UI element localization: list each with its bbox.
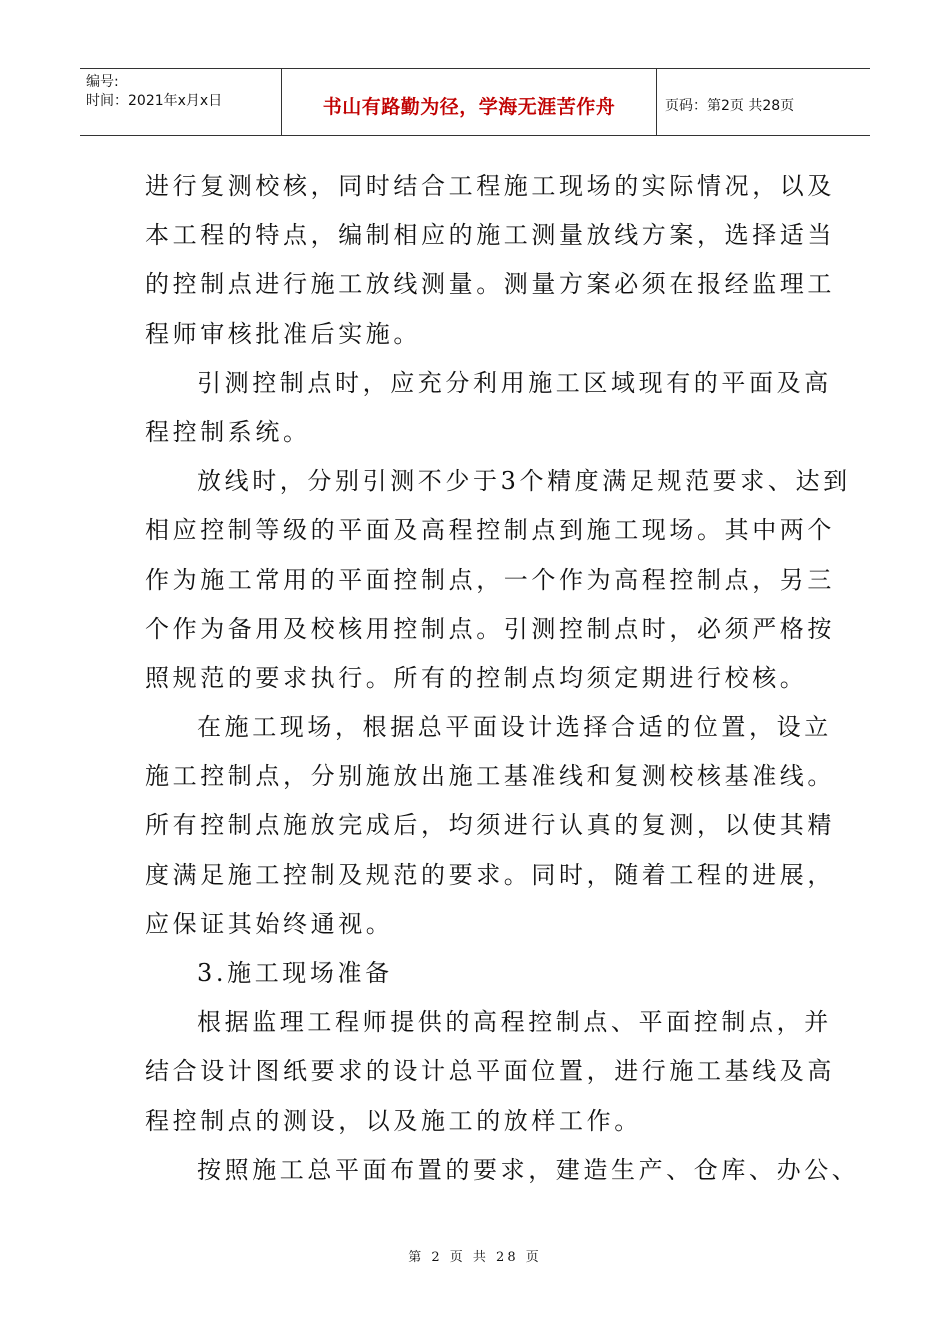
document-body [145, 162, 860, 1195]
body-text-line: 结合设计图纸要求的设计总平面位置，进行施工基线及高 [145, 1057, 835, 1086]
body-text-line: 引测控制点时，应充分利用施工区域现有的平面及高 [197, 368, 832, 397]
body-text-line: 照规范的要求执行。所有的控制点均须定期进行校核。 [145, 663, 808, 692]
body-text-line: 应保证其始终通视。 [145, 909, 394, 938]
body-text-line: 度满足施工控制及规范的要求。同时，随着工程的进展， [145, 860, 835, 889]
body-text-line: 个作为备用及校核用控制点。引测控制点时，必须严格按 [145, 614, 835, 643]
body-text-line: 施工控制点，分别施放出施工基准线和复测校核基准线。 [145, 762, 835, 791]
body-text-line: 程控制点的测设，以及施工的放样工作。 [145, 1106, 642, 1135]
header-motto-cell [282, 69, 657, 135]
header-meta-cell [80, 69, 282, 135]
header-page-info: 页码：第2页 共28页 [665, 98, 795, 114]
body-text-line: 进行复测校核，同时结合工程施工现场的实际情况，以及 [145, 172, 835, 200]
page-footer: 第 2 页 共 28 页 [408, 1250, 542, 1265]
header-page-cell [657, 69, 870, 135]
body-text-line: 3.施工现场准备 [197, 959, 393, 987]
body-text-line: 作为施工常用的平面控制点，一个作为高程控制点，另三 [145, 565, 835, 594]
header-motto: 书山有路勤为径，学海无涯苦作舟 [322, 95, 616, 118]
document-time-label: 时间：2021年x月x日 [86, 93, 223, 109]
page-header [80, 68, 870, 136]
body-text-line: 所有控制点施放完成后，均须进行认真的复测，以使其精 [145, 811, 835, 840]
body-text-line: 放线时，分别引测不少于3个精度满足规范要求、达到 [197, 467, 851, 496]
body-text-line: 相应控制等级的平面及高程控制点到施工现场。其中两个 [145, 516, 835, 545]
body-text-line: 按照施工总平面布置的要求，建造生产、仓库、办公、 [197, 1155, 860, 1184]
body-text-line: 根据监理工程师提供的高程控制点、平面控制点，并 [197, 1008, 832, 1037]
body-text-line: 本工程的特点，编制相应的施工测量放线方案，选择适当 [145, 221, 835, 250]
body-text-line: 程师审核批准后实施。 [145, 319, 421, 348]
body-text-line: 的控制点进行施工放线测量。测量方案必须在报经监理工 [145, 270, 835, 299]
body-text-line: 程控制系统。 [145, 417, 311, 446]
body-text-line: 在施工现场，根据总平面设计选择合适的位置，设立 [197, 713, 832, 742]
document-number-label: 编号: [86, 74, 119, 90]
